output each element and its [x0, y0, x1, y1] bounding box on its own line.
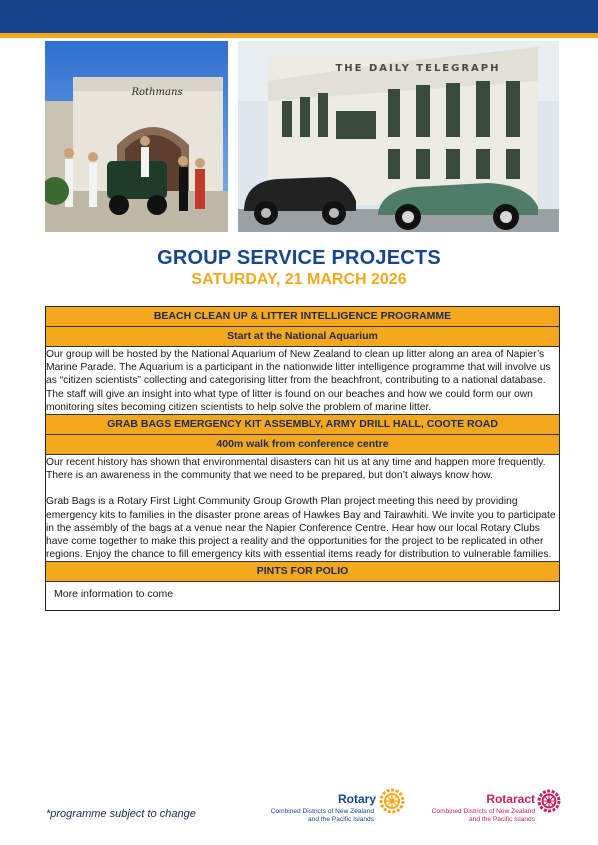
photo-art-deco-band: [45, 41, 228, 232]
rotaract-logo: [415, 786, 561, 826]
building-facade-text: THE DAILY TELEGRAPH: [335, 63, 501, 74]
photo-daily-telegraph-building: [238, 41, 559, 232]
section-title-pints-for-polio: PINTS FOR POLIO: [46, 562, 559, 582]
section-subtitle-grab-bags: 400m walk from conference centre: [46, 435, 559, 455]
page-title: GROUP SERVICE PROJECTS: [157, 247, 441, 269]
header-bar: [0, 0, 598, 33]
section-subtitle-beach-cleanup: Start at the National Aquarium: [46, 327, 559, 347]
section-body-grab-bags: [46, 455, 559, 562]
section-body-beach-cleanup: [46, 347, 559, 415]
more-info-text: More information to come: [54, 588, 174, 601]
header-accent-stripe: [0, 33, 598, 38]
rotary-subtitle-line: Combined Districts of New Zealand: [270, 808, 374, 815]
building-sign-text: Rothmans: [131, 87, 183, 98]
event-date: SATURDAY, 21 MARCH 2026: [191, 271, 407, 288]
rotaract-logo-subtitle: [415, 808, 535, 824]
section-title-beach-cleanup: BEACH CLEAN UP & LITTER INTELLIGENCE PROGRAMME: [46, 307, 559, 327]
rotary-subtitle-line: and the Pacific Islands: [308, 816, 374, 823]
rotaract-logo-name: Rotaract: [486, 792, 535, 806]
programme-note: *programme subject to change: [46, 808, 196, 820]
paragraph: Our recent history has shown that environmental disasters can hit us at any time and happen more frequently. There is an awareness in the community that we need to be prepared, but don’t always know how.: [46, 457, 546, 482]
rotary-wheel-icon: [379, 788, 405, 814]
rotaract-subtitle-line: Combined Districts of New Zealand: [431, 808, 535, 815]
rotaract-wheel-icon: [537, 789, 561, 813]
section-title-grab-bags: GRAB BAGS EMERGENCY KIT ASSEMBLY, ARMY DRILL HALL, COOTE ROAD: [46, 415, 559, 435]
paragraph: Grab Bags is a Rotary First Light Community Group Growth Plan project meeting this need by providing emergency kits to families in the disaster prone areas of Hawkes Bay and Tairawhiti. We invite you to participate in the assembly of the bags at a venue near the Napier Conference Centre. Hear how our local Rotary Clubs have come together to make this project a reality and the opportunities for the project to be replicated in other regions. Enjoy the chance to fill emergency kits with essential items ready for distribution to vulnerable families.: [46, 496, 556, 561]
rotary-logo-name: Rotary: [337, 792, 376, 806]
rotaract-subtitle-line: and the Pacific Islands: [469, 816, 535, 823]
paragraph: Our group will be hosted by the National Aquarium of New Zealand to clean up litter along an area of Napier’s Marine Parade. The Aquarium is a participant in the nationwide litter intelligence programme that will involve us as “citizen scientists” collecting and categorising litter from the beachfront, contributing to a national database. The staff will give an insight into what type of litter is found on our beaches and how we could form our own monitoring sites becoming citizen scientists to help solve the problem of marine litter.: [46, 349, 551, 413]
rotary-logo-subtitle: [248, 808, 374, 824]
rotary-logo: [248, 786, 408, 826]
projects-table: [45, 306, 560, 611]
